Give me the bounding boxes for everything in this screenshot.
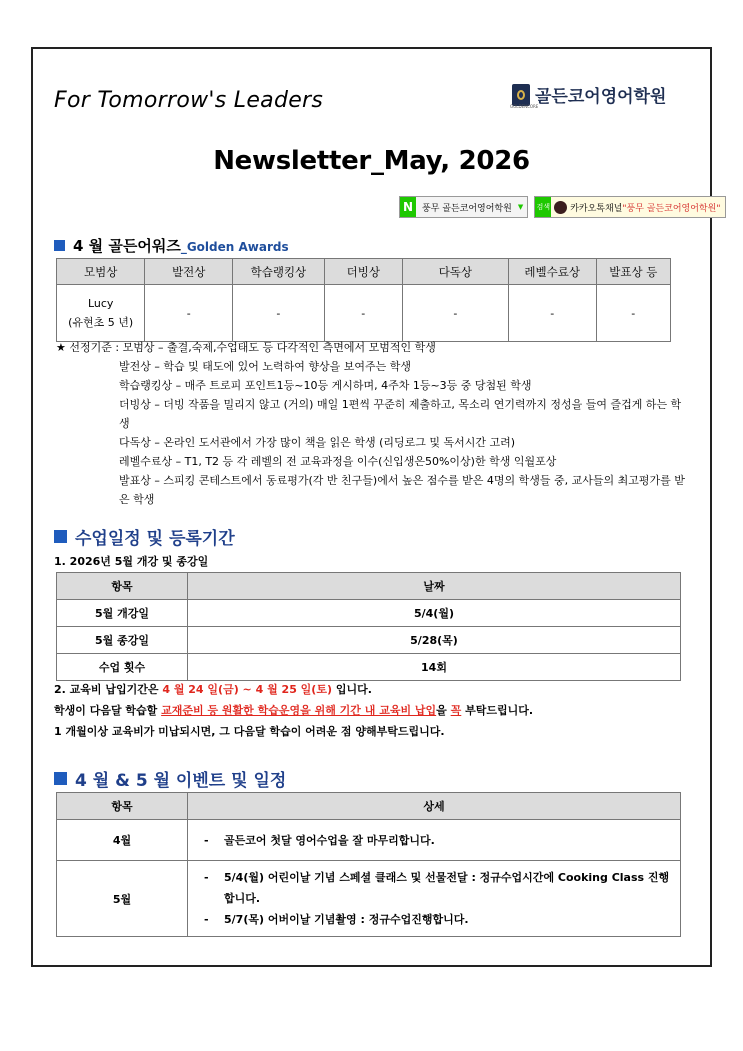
awards-heading: 4 월 골든어워즈_Golden Awards [54,235,289,256]
logo-subtext: GOLDENCORE [510,104,539,109]
table-row [57,654,681,681]
table-row [57,600,681,627]
section-square-icon [54,240,65,251]
col-header: 상세 [188,793,681,820]
payment-notes [54,679,533,742]
schedule-date: 5/28(목) [188,627,681,654]
tagline: For Tomorrow's Leaders [54,88,324,113]
winner-cell: Lucy (유현초 5 년) [57,285,145,342]
col-header: 더빙상 [324,259,402,285]
schedule-heading: 수업일정 및 등록기간 [54,524,235,549]
empty-cell: - [233,285,325,342]
col-header: 발표상 등 [596,259,670,285]
col-header: 레벨수료상 [508,259,596,285]
schedule-item: 수업 횟수 [57,654,188,681]
naver-search-badge[interactable] [399,196,528,218]
unpaid-note: 1 개월이상 교육비가 미납되시면, 그 다음달 학습이 어려운 점 양해부탁드립니다. [54,725,445,738]
payment-request-note: 학생이 다음달 학습할 교재준비 등 원활한 학습운영을 위해 기간 내 교육비 납입을 꼭 부탁드립니다. [54,704,534,717]
payment-period-note: 2. 교육비 납입기간은 4 월 24 일(금) ~ 4 월 25 일(토) 입니다. [54,683,372,696]
search-label: 검색 [535,197,551,217]
empty-cell: - [145,285,233,342]
events-table [56,792,681,937]
schedule-date: 14회 [188,654,681,681]
kakao-channel-badge[interactable] [534,196,726,218]
logo-text: 골든코어영어학원 [535,87,667,107]
schedule-table [56,572,681,681]
awards-table [56,258,671,342]
criteria-item: 발표상 – 스피킹 콘테스트에서 동료평가(각 반 친구들)에서 높은 점수를 받은 4명의 학생들 중, 교사들의 최고평가를 받은 학생 [119,474,685,506]
event-month: 5월 [57,861,188,937]
event-detail: - 골든코어 첫달 영어수업을 잘 마무리합니다. [188,820,681,861]
col-header: 항목 [57,573,188,600]
empty-cell: - [402,285,508,342]
selection-criteria: ★ 선정기준 : 모범상 – 출결,숙제,수업태도 등 다각적인 측면에서 모범적인 학생 발전상 – 학습 및 태도에 있어 노력하여 향상을 보여주는 학생 학습랭킹상 – 매주 트로피 포인트1등~10등 게시하며, 4주차 1등~3등 중 당첨된 학생 더빙상 – 더빙 작품을 밀리지 않고 (거의) 매일 1편씩 꾸준히 제출하고, 목소리 연기력까지 정성을 들여 즐겁게 하는 학생 다독상 – 온라인 도서관에서 가장 많이 책을 읽은 학생 (리딩로그 및 독서시간 고려) 레벨수료상 – T1, T2 등 각 레벨의 전 교육과정을 이수(신입생은50%이상)한 학생 익월포상 발표상 – 스피킹 콘테스트에서 동료평가(각 반 친구들)에서 높은 점수를 받은 4명의 학생들 중, 교사들의 최고평가를 받은 학생 [56,338,686,509]
criteria-item: 발전상 – 학습 및 태도에 있어 노력하여 향상을 보여주는 학생 [119,360,411,373]
criteria-item: 학습랭킹상 – 매주 트로피 포인트1등~10등 게시하며, 4주차 1등~3등 중 당첨된 학생 [119,379,532,392]
event-month: 4월 [57,820,188,861]
col-header: 다독상 [402,259,508,285]
kakao-text: 카카오톡채널"풍무 골든코어영어학원" [570,203,721,214]
criteria-item: 더빙상 – 더빙 작품을 밀리지 않고 (거의) 매일 1편씩 꾸준히 제출하고, 목소리 연기력까지 정성을 들여 즐겁게 하는 학생 [119,398,682,430]
col-header: 날짜 [188,573,681,600]
col-header: 모범상 [57,259,145,285]
dropdown-arrow-icon: ▼ [517,203,524,211]
empty-cell: - [508,285,596,342]
empty-cell: - [596,285,670,342]
table-row [57,820,681,861]
schedule-item: 5월 개강일 [57,600,188,627]
section-square-icon [54,772,67,785]
criteria-item: 레벨수료상 – T1, T2 등 각 레벨의 전 교육과정을 이수(신입생은50%이상)한 학생 익월포상 [119,455,557,468]
col-header: 학습랭킹상 [233,259,325,285]
events-header-row [57,793,681,820]
awards-header-row [57,259,671,285]
criteria-item: 다독상 – 온라인 도서관에서 가장 많이 책을 읽은 학생 (리딩로그 및 독서시간 고려) [119,436,516,449]
book-logo-icon [512,84,530,106]
schedule-item: 5월 종강일 [57,627,188,654]
channel-badges [399,196,726,218]
col-header: 항목 [57,793,188,820]
naver-icon: N [400,197,416,217]
events-heading: 4 월 & 5 월 이벤트 및 일정 [54,766,286,791]
newsletter-title: Newsletter_May, 2026 [213,146,530,176]
event-detail: - 5/4(월) 어린이날 기념 스페셜 클래스 및 선물전달 : 정규수업시간에 Cooking Class 진행합니다. - 5/7(목) 어버이날 기념촬영 : 정규수업진행합니다. [188,861,681,937]
criteria-item: 모범상 – 출결,숙제,수업태도 등 다각적인 측면에서 모범적인 학생 [122,341,436,354]
kakao-icon [554,201,567,214]
schedule-header-row [57,573,681,600]
schedule-label: 1. 2026년 5월 개강 및 종강일 [54,555,209,568]
table-row [57,861,681,937]
section-square-icon [54,530,67,543]
naver-search-text: 풍무 골든코어영어학원 [422,203,512,214]
col-header: 발전상 [145,259,233,285]
empty-cell: - [324,285,402,342]
awards-winner-row [57,285,671,342]
table-row [57,627,681,654]
schedule-date: 5/4(월) [188,600,681,627]
